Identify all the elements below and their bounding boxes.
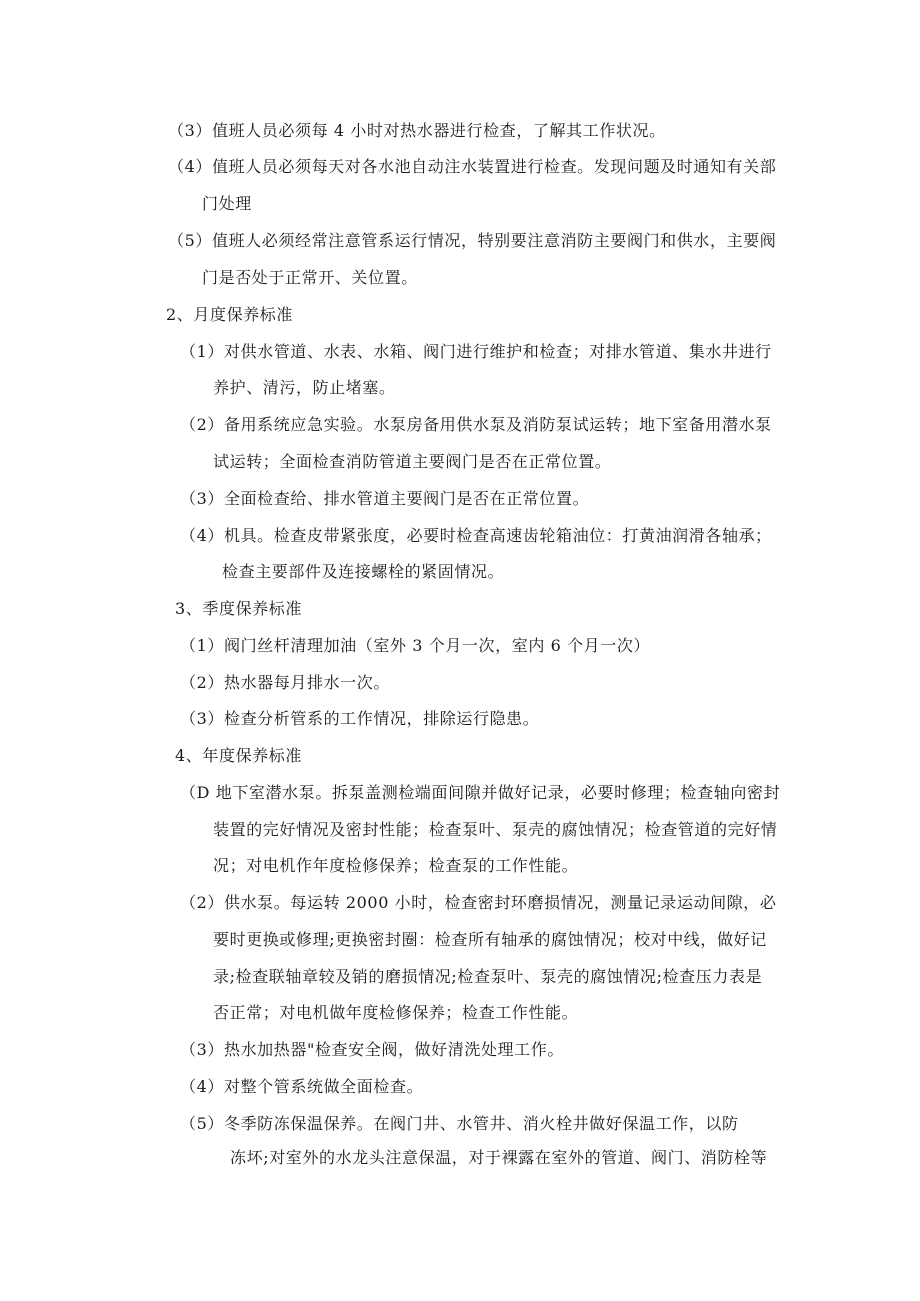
text-line: （2）热水器每月排水一次。 (180, 673, 390, 692)
text-line: 否正常；对电机做年度检修保养；检查工作性能。 (213, 1003, 579, 1022)
text-line: 要时更换或修理;更换密封圈：检查所有轴承的腐蚀情况；校对中线，做好记 (213, 930, 767, 949)
section-heading: 2、月度保养标准 (166, 305, 293, 324)
text-line: 装置的完好情况及密封性能；检查泵叶、泵壳的腐蚀情况；检查管道的完好情 (213, 820, 778, 839)
text-line: （5）值班人必须经常注意管系运行情况，特别要注意消防主要阀门和供水，主要阀 (168, 231, 777, 250)
text-line: （4）值班人员必须每天对各水池自动注水装置进行检查。发现问题及时通知有关部 (168, 157, 777, 176)
text-line: （4）对整个管系统做全面检查。 (180, 1077, 424, 1096)
text-line: 门是否处于正常开、关位置。 (202, 268, 418, 287)
text-line: （3）值班人员必须每 4 小时对热水器进行检查，了解其工作状况。 (168, 121, 666, 140)
text-line: （3）热水加热器"检查安全阀，做好清洗处理工作。 (180, 1040, 564, 1059)
text-line: 冻坏;对室外的水龙头注意保温，对于裸露在室外的管道、阀门、消防栓等 (230, 1148, 768, 1167)
text-line: 检查主要部件及连接螺栓的紧固情况。 (222, 562, 505, 581)
text-line: （3）检查分析管系的工作情况，排除运行隐患。 (180, 709, 540, 728)
text-line: 况；对电机作年度检修保养；检查泵的工作性能。 (213, 856, 579, 875)
text-line: （5）冬季防冻保温保养。在阀门井、水管井、消火栓井做好保温工作，以防 (180, 1114, 739, 1133)
text-line: 录;检查联轴章较及销的磨损情况;检查泵叶、泵壳的腐蚀情况;检查压力表是 (213, 967, 763, 986)
text-line: （4）机具。检查皮带紧张度，必要时检查高速齿轮箱油位：打黄油润滑各轴承； (180, 526, 772, 545)
text-line: （3）全面检查给、排水管道主要阀门是否在正常位置。 (180, 489, 590, 508)
text-line: 门处理 (202, 194, 252, 213)
text-line: （2）备用系统应急实验。水泵房备用供水泵及消防泵试运转；地下室备用潜水泵 (180, 415, 772, 434)
text-line: （2）供水泵。每运转 2000 小时，检查密封环磨损情况，测量记录运动间隙，必 (180, 893, 777, 912)
section-heading: 3、季度保养标准 (175, 599, 302, 618)
section-heading: 4、年度保养标准 (175, 746, 302, 765)
text-line: （1）对供水管道、水表、水箱、阀门进行维护和检查；对排水管道、集水井进行 (180, 342, 772, 361)
text-line: 试运转；全面检查消防管道主要阀门是否在正常位置。 (213, 452, 612, 471)
text-line: （1）阀门丝杆清理加油（室外 3 个月一次，室内 6 个月一次） (180, 636, 651, 655)
text-line: （D 地下室潜水泵。拆泵盖测检端面间隙并做好记录，必要时修理；检查轴向密封 (180, 783, 781, 802)
text-line: 养护、清污，防止堵塞。 (213, 378, 396, 397)
